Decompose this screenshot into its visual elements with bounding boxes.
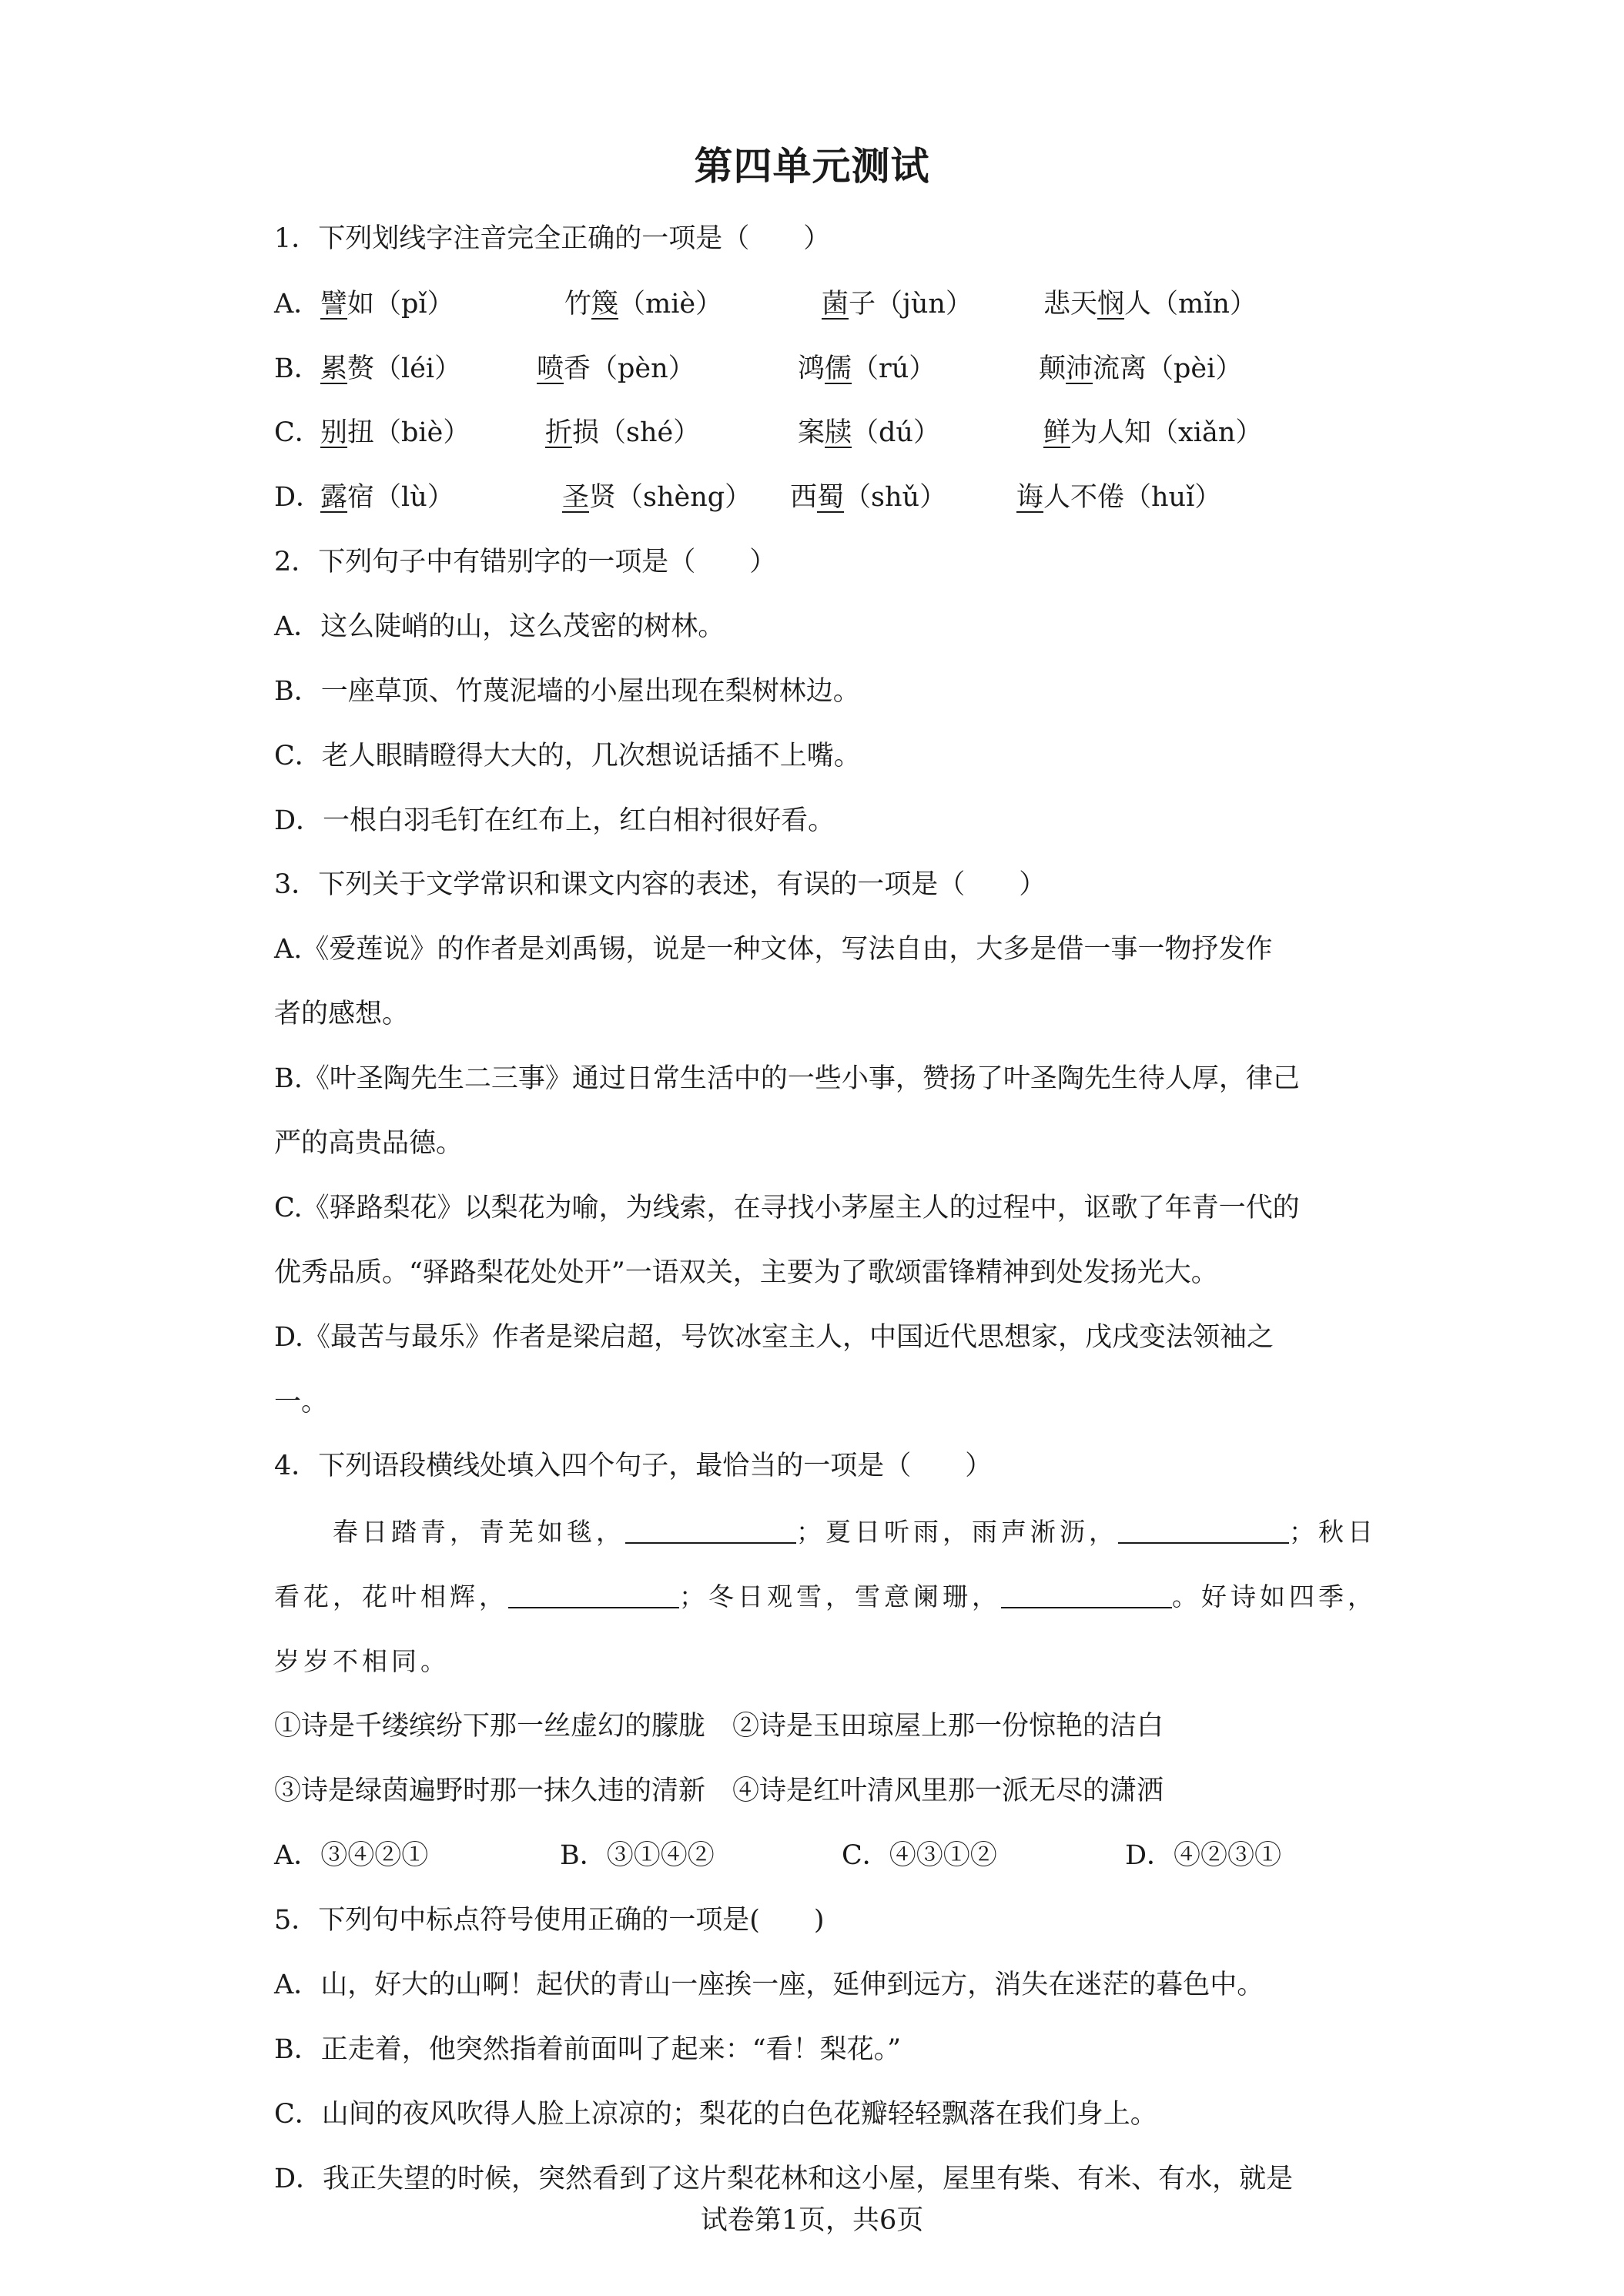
q2-option-a[interactable]: A．这么陡峭的山，这么茂密的树林。	[274, 611, 725, 642]
q3-option-b-cont: 严的高贵品德。	[274, 1128, 464, 1159]
q4-passage-line: 看花，花叶相辉， ；冬日观雪，雪意阑珊， 。好诗如四季，	[274, 1581, 1377, 1612]
q2-option-d[interactable]: D．一根白羽毛钉在红布上，红白相衬很好看。	[274, 805, 835, 836]
option-label: A．	[274, 289, 321, 320]
q4-passage-line: 岁岁不相同。	[274, 1646, 450, 1676]
q2-option-c[interactable]: C．老人眼睛瞪得大大的，几次想说话插不上嘴。	[274, 741, 861, 771]
q4-sentences-line: ③诗是绿茵遍野时那一抹久违的清新 ④诗是红叶清风里那一派无尽的潇洒	[274, 1776, 1164, 1806]
q4-option-d[interactable]: D．④②③①	[1125, 1840, 1282, 1871]
page-footer: 试卷第1页，共6页	[700, 2205, 924, 2236]
pinyin-item: 西蜀（shǔ）	[790, 482, 947, 513]
q3-option-a-cont: 者的感想。	[274, 999, 410, 1029]
option-label: B．	[274, 353, 321, 384]
q5-option-a[interactable]: A．山，好大的山啊！起伏的青山一座挨一座，延伸到远方，消失在迷茫的暮色中。	[274, 1970, 1264, 2000]
q5-option-d[interactable]: D．我正失望的时候，突然看到了这片梨花林和这小屋，屋里有柴、有米、有水，就是	[274, 2164, 1294, 2194]
pinyin-item: 鸿儒（rú）	[798, 353, 936, 384]
q3-option-b[interactable]: B.《叶圣陶先生二三事》通过日常生活中的一些小事，赞扬了叶圣陶先生待人厚，律己	[274, 1063, 1300, 1094]
pinyin-item: 累赘（léi）	[320, 353, 462, 384]
pinyin-item: 颠沛流离（pèi）	[1039, 353, 1243, 384]
q4-option-c[interactable]: C．④③①②	[842, 1840, 997, 1871]
pinyin-item: 露宿（lù）	[320, 482, 454, 513]
q2-option-b[interactable]: B．一座草顶、竹蔑泥墙的小屋出现在梨树林边。	[274, 676, 860, 707]
q1-stem: 1．下列划线字注音完全正确的一项是（ ）	[274, 223, 831, 254]
q4-option-a[interactable]: A．③④②①	[274, 1840, 429, 1871]
q5-stem: 5．下列句中标点符号使用正确的一项是( )	[274, 1905, 825, 1936]
q4-option-b[interactable]: B．③①④②	[560, 1840, 715, 1871]
q3-option-a[interactable]: A.《爱莲说》的作者是刘禹锡，说是一种文体，写法自由，大多是借一事一物抒发作	[274, 934, 1273, 965]
fill-blank[interactable]	[1118, 1519, 1289, 1544]
pinyin-item: 折损（shé）	[545, 417, 701, 448]
q3-stem: 3．下列关于文学常识和课文内容的表述，有误的一项是（ ）	[274, 869, 1046, 900]
q2-stem: 2．下列句子中有错别字的一项是（ ）	[274, 547, 777, 577]
fill-blank[interactable]	[508, 1584, 679, 1608]
fill-blank[interactable]	[1001, 1584, 1172, 1608]
pinyin-item: 菌子（jùn）	[822, 289, 973, 320]
pinyin-item: 鲜为人知（xiǎn）	[1043, 417, 1263, 448]
pinyin-item: 别扭（biè）	[320, 417, 470, 448]
q4-sentences-line: ①诗是千缕缤纷下那一丝虚幻的朦胧 ②诗是玉田琼屋上那一份惊艳的洁白	[274, 1711, 1164, 1742]
fill-blank[interactable]	[625, 1519, 796, 1544]
q5-option-c[interactable]: C．山间的夜风吹得人脸上凉凉的；梨花的白色花瓣轻轻飘落在我们身上。	[274, 2099, 1157, 2130]
page-title: 第四单元测试	[694, 143, 930, 189]
pinyin-item: 譬如（pǐ）	[320, 289, 454, 320]
q5-option-b[interactable]: B．正走着，他突然指着前面叫了起来：“看！梨花。”	[274, 2034, 902, 2065]
q4-passage-line: 春日踏青，青芜如毯， ；夏日听雨，雨声淅沥， ；秋日	[333, 1517, 1377, 1547]
pinyin-item: 悲天悯人（mǐn）	[1043, 289, 1257, 320]
pinyin-item: 竹篾（miè）	[564, 289, 723, 320]
q3-option-c-cont: 优秀品质。“驿路梨花处处开”一语双关，主要为了歌颂雷锋精神到处发扬光大。	[274, 1257, 1218, 1288]
q4-stem: 4．下列语段横线处填入四个句子，最恰当的一项是（ ）	[274, 1451, 993, 1481]
q3-option-d[interactable]: D.《最苦与最乐》作者是梁启超，号饮冰室主人，中国近代思想家，戊戌变法领袖之	[274, 1322, 1274, 1353]
q3-option-d-cont: 一。	[274, 1387, 329, 1417]
option-label: C．	[274, 417, 322, 448]
q3-option-c[interactable]: C.《驿路梨花》以梨花为喻，为线索，在寻找小茅屋主人的过程中，讴歌了年青一代的	[274, 1193, 1300, 1223]
option-label: D．	[274, 482, 323, 513]
pinyin-item: 诲人不倦（huǐ）	[1016, 482, 1222, 513]
pinyin-item: 喷香（pèn）	[537, 353, 695, 384]
pinyin-item: 案牍（dú）	[798, 417, 940, 448]
pinyin-item: 圣贤（shèng）	[562, 482, 752, 513]
